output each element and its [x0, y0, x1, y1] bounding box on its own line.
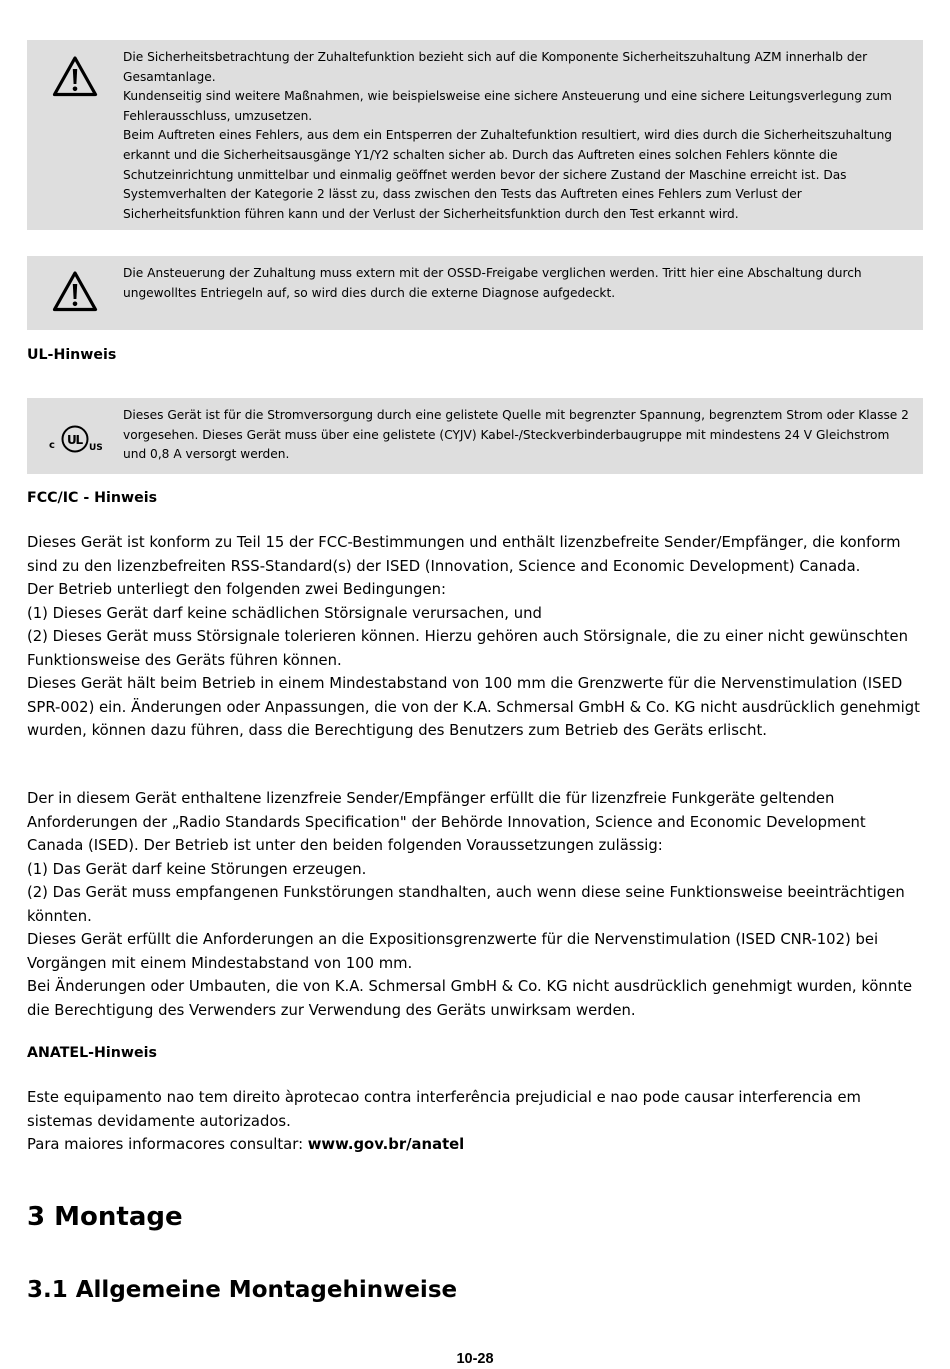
anatel-line: Este equipamento nao tem direito àprotecao contra interferência prejudicial e nao pode causar interferencia em sistemas devidamente autorizados.: [27, 1089, 861, 1130]
page-number: 10-28: [456, 1351, 494, 1367]
ised-line: Bei Änderungen oder Umbauten, die von K.A. Schmersal GmbH & Co. KG nicht ausdrücklich genehmigt wurden, könnte die Berechtigung des Verwenders zur Verwendung des Geräts unwirksam werden.: [27, 978, 913, 1019]
fcc-line: Dieses Gerät hält beim Betrieb in einem Mindestabstand von 100 mm die Grenzwerte für die Nervenstimulation (ISED SPR-002) ein. Änderungen oder Anpassungen, die von der K.A. Schmersal GmbH & Co. KG nicht ausdrücklich genehmigt wurden, können dazu führen, dass die Berechtigung des Benutzers zum Betrieb des Geräts erlischt.: [27, 675, 920, 739]
ised-line: (2) Das Gerät muss empfangenen Funkstörungen standhalten, auch wenn diese seine Funktionsweise beeinträchtigen könnten.: [27, 884, 905, 925]
notice-text: [123, 256, 923, 303]
svg-text:c: c: [49, 440, 55, 451]
page: [27, 40, 923, 1303]
warning-triangle-icon: [27, 256, 123, 312]
notice-paragraph: Die Ansteuerung der Zuhaltung muss extern mit der OSSD-Freigabe verglichen werden. Tritt hier eine Abschaltung durch ungewolltes Entriegeln auf, so wird dies durch die externe Diagnose aufgedeckt.: [123, 266, 862, 300]
anatel-text: [27, 1086, 923, 1157]
warning-triangle-icon: [27, 40, 123, 97]
anatel-heading: ANATEL-Hinweis: [27, 1045, 157, 1061]
cul-us-mark-icon: [27, 398, 123, 454]
notice-paragraph: Die Sicherheitsbetrachtung der Zuhaltefunktion bezieht sich auf die Komponente Sicherheitszuhaltung AZM innerhalb der Gesamtanlage.: [123, 50, 868, 84]
safety-notice-ossd: [27, 256, 923, 330]
safety-notice-lock: [27, 40, 923, 230]
fcc-line: Dieses Gerät ist konform zu Teil 15 der FCC-Bestimmungen und enthält lizenzbefreite Sender/Empfänger, die konform sind zu den lizenzbefreiten RSS-Standard(s) der ISED (Innovation, Science and Economic Development) Canada.: [27, 534, 901, 575]
fcc-line: (1) Dieses Gerät darf keine schädlichen Störsignale verursachen, und: [27, 604, 542, 622]
subsection-heading: 3.1 Allgemeine Montagehinweise: [27, 1277, 458, 1303]
ised-line: (1) Das Gerät darf keine Störungen erzeugen.: [27, 860, 367, 878]
anatel-link[interactable]: www.gov.br/anatel: [307, 1136, 465, 1153]
fcc-line: Der Betrieb unterliegt den folgenden zwei Bedingungen:: [27, 581, 447, 598]
notice-text: [123, 398, 923, 465]
notice-text: [123, 40, 923, 224]
svg-text:U: U: [67, 433, 77, 447]
section-heading: 3 Montage: [27, 1202, 183, 1232]
anatel-prefix: Para maiores informacores consultar:: [27, 1136, 308, 1153]
svg-text:US: US: [89, 443, 103, 453]
ised-line: Dieses Gerät erfüllt die Anforderungen an die Expositionsgrenzwerte für die Nervenstimulation (ISED CNR-102) bei Vorgängen mit einem Mindestabstand von 100 mm.: [27, 931, 879, 972]
ised-text-de: [27, 787, 923, 1022]
svg-text:L: L: [75, 433, 84, 447]
ul-notice: [27, 398, 923, 474]
notice-paragraph: Dieses Gerät ist für die Stromversorgung durch eine gelistete Quelle mit begrenzter Spannung, begrenztem Strom oder Klasse 2 vorgesehen. Dieses Gerät muss über eine gelistete (CYJV) Kabel-/Steckverbinderbaugruppe mit mindestens 24 V Gleichstrom und 0,8 A versorgt werden.: [123, 408, 909, 462]
fcc-heading: FCC/IC - Hinweis: [27, 490, 158, 506]
ised-line: Der in diesem Gerät enthaltene lizenzfreie Sender/Empfänger erfüllt die für lizenzfreie Funkgeräte geltenden Anforderungen der „Radio Standards Specification" der Behörde Innovation, Science and Economic Development Canada (ISED). Der Betrieb ist unter den beiden folgenden Voraussetzungen zulässig:: [27, 790, 866, 854]
ul-heading: UL-Hinweis: [27, 347, 117, 363]
fcc-text-de: [27, 531, 923, 743]
anatel-line-2: [27, 1133, 923, 1157]
notice-paragraph: Beim Auftreten eines Fehlers, aus dem ein Entsperren der Zuhaltefunktion resultiert, wird dies durch die Sicherheitszuhaltung erkannt und die Sicherheitsausgänge Y1/Y2 schalten sicher ab. Durch das Auftreten eines solchen Fehlers könnte die Schutzeinrichtung unmittelbar und einmalig geöffnet werden bevor der sichere Zustand der Maschine erreicht ist. Das Systemverhalten der Kategorie 2 lässt zu, dass zwischen den Tests das Auftreten eines Fehlers zum Verlust der Sicherheitsfunktion führen kann und der Verlust der Sicherheitsfunktion durch den Test erkannt wird.: [123, 128, 893, 221]
notice-paragraph: Kundenseitig sind weitere Maßnahmen, wie beispielsweise eine sichere Ansteuerung und eine sichere Leitungsverlegung zum Fehlerausschluss, umzusetzen.: [123, 89, 892, 123]
fcc-line: (2) Dieses Gerät muss Störsignale tolerieren können. Hierzu gehören auch Störsignale, die zu einer nicht gewünschten Funktionsweise des Geräts führen können.: [27, 628, 909, 669]
